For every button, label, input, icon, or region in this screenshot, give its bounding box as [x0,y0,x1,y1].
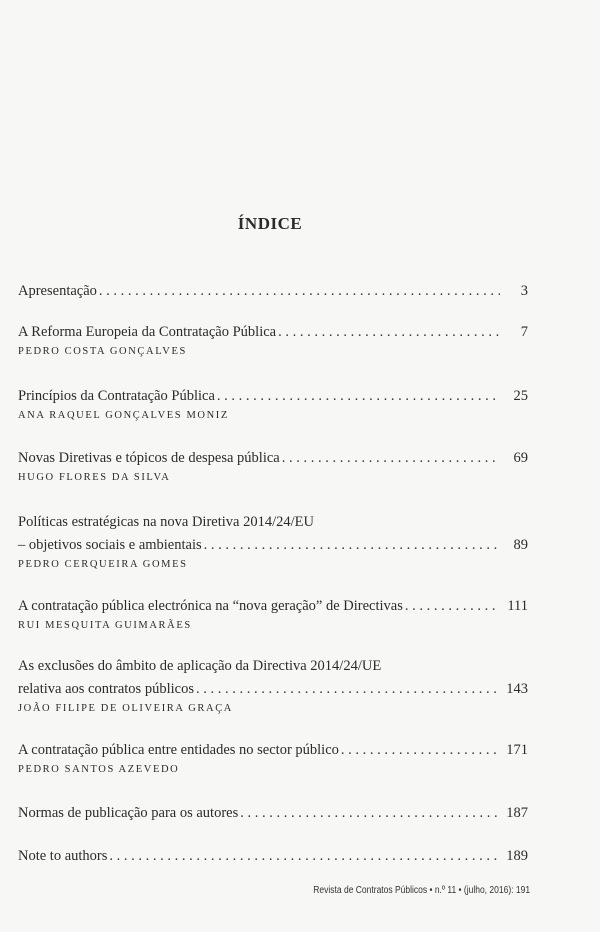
toc-entry[interactable] [18,656,528,716]
toc-author: PEDRO SANTOS AZEVEDO [18,764,180,775]
toc-entry-title: Princípios da Contratação Pública [18,388,215,404]
toc-line [18,535,528,555]
toc-page-number: 143 [506,681,528,697]
toc-entry-title: Normas de publicação para os autores [18,805,239,821]
toc-entry[interactable] [18,281,528,301]
toc-author: PEDRO COSTA GONÇALVES [18,346,187,357]
toc-page-number: 25 [513,388,528,404]
dot-leader [405,596,500,616]
toc-line [18,448,528,468]
toc-entry[interactable] [18,846,528,866]
toc-page-number: 7 [520,324,528,340]
toc-line [18,596,528,616]
dot-leader [109,846,500,866]
toc-page-number: 3 [520,283,528,299]
toc-entry-title: Políticas estratégicas na nova Diretiva 2014/24/EU [18,514,314,530]
toc-entry-title: A contratação pública entre entidades no sector público [18,742,339,758]
page-footer: Revista de Contratos Públicos • n.º 11 • (julho, 2016): 191 [313,885,530,896]
toc-line [18,656,528,676]
toc-line [18,386,528,406]
toc-page-number: 69 [513,450,528,466]
toc-entry[interactable] [18,386,528,423]
toc-entry[interactable] [18,322,528,359]
toc-entry-title-continued: – objetivos sociais e ambientais [18,537,202,553]
dot-leader [278,322,500,342]
dot-leader [196,679,500,699]
toc-entry-title: A Reforma Europeia da Contratação Pública [18,324,277,340]
toc-entry-title: A contratação pública electrónica na “nova geração” de Directivas [18,598,403,614]
toc-line [18,803,528,823]
toc-entry-title: As exclusões do âmbito de aplicação da Directiva 2014/24/UE [18,658,382,674]
toc-page-number: 89 [513,537,528,553]
dot-leader [341,740,500,760]
dot-leader [99,281,500,301]
toc-entry[interactable] [18,803,528,823]
toc-line [18,281,528,301]
toc-author: JOÃO FILIPE DE OLIVEIRA GRAÇA [18,703,233,714]
toc-entry[interactable] [18,448,528,485]
toc-page-number: 189 [506,848,528,864]
toc-entry-title: Novas Diretivas e tópicos de despesa pública [18,450,280,466]
dot-leader [240,803,500,823]
toc-entry[interactable] [18,512,528,572]
toc-author: PEDRO CERQUEIRA GOMES [18,559,188,570]
toc-entry-title-continued: relativa aos contratos públicos [18,681,194,697]
toc-line [18,322,528,342]
toc-author: HUGO FLORES DA SILVA [18,472,171,483]
toc-page-number: 171 [506,742,528,758]
toc-page-number: 187 [506,805,528,821]
toc-author: ANA RAQUEL GONÇALVES MONIZ [18,410,229,421]
toc-author: RUI MESQUITA GUIMARÃES [18,620,192,631]
toc-line [18,512,528,532]
dot-leader [204,535,500,555]
toc-entry-title: Apresentação [18,283,97,299]
toc-line [18,740,528,760]
toc-entry[interactable] [18,596,528,633]
toc-entry[interactable] [18,740,528,777]
page-title: ÍNDICE [237,214,303,233]
dot-leader [217,386,500,406]
toc-page-number: 111 [507,598,528,614]
toc-line [18,846,528,866]
toc-entry-title: Note to authors [18,848,108,864]
dot-leader [282,448,500,468]
toc-line [18,679,528,699]
